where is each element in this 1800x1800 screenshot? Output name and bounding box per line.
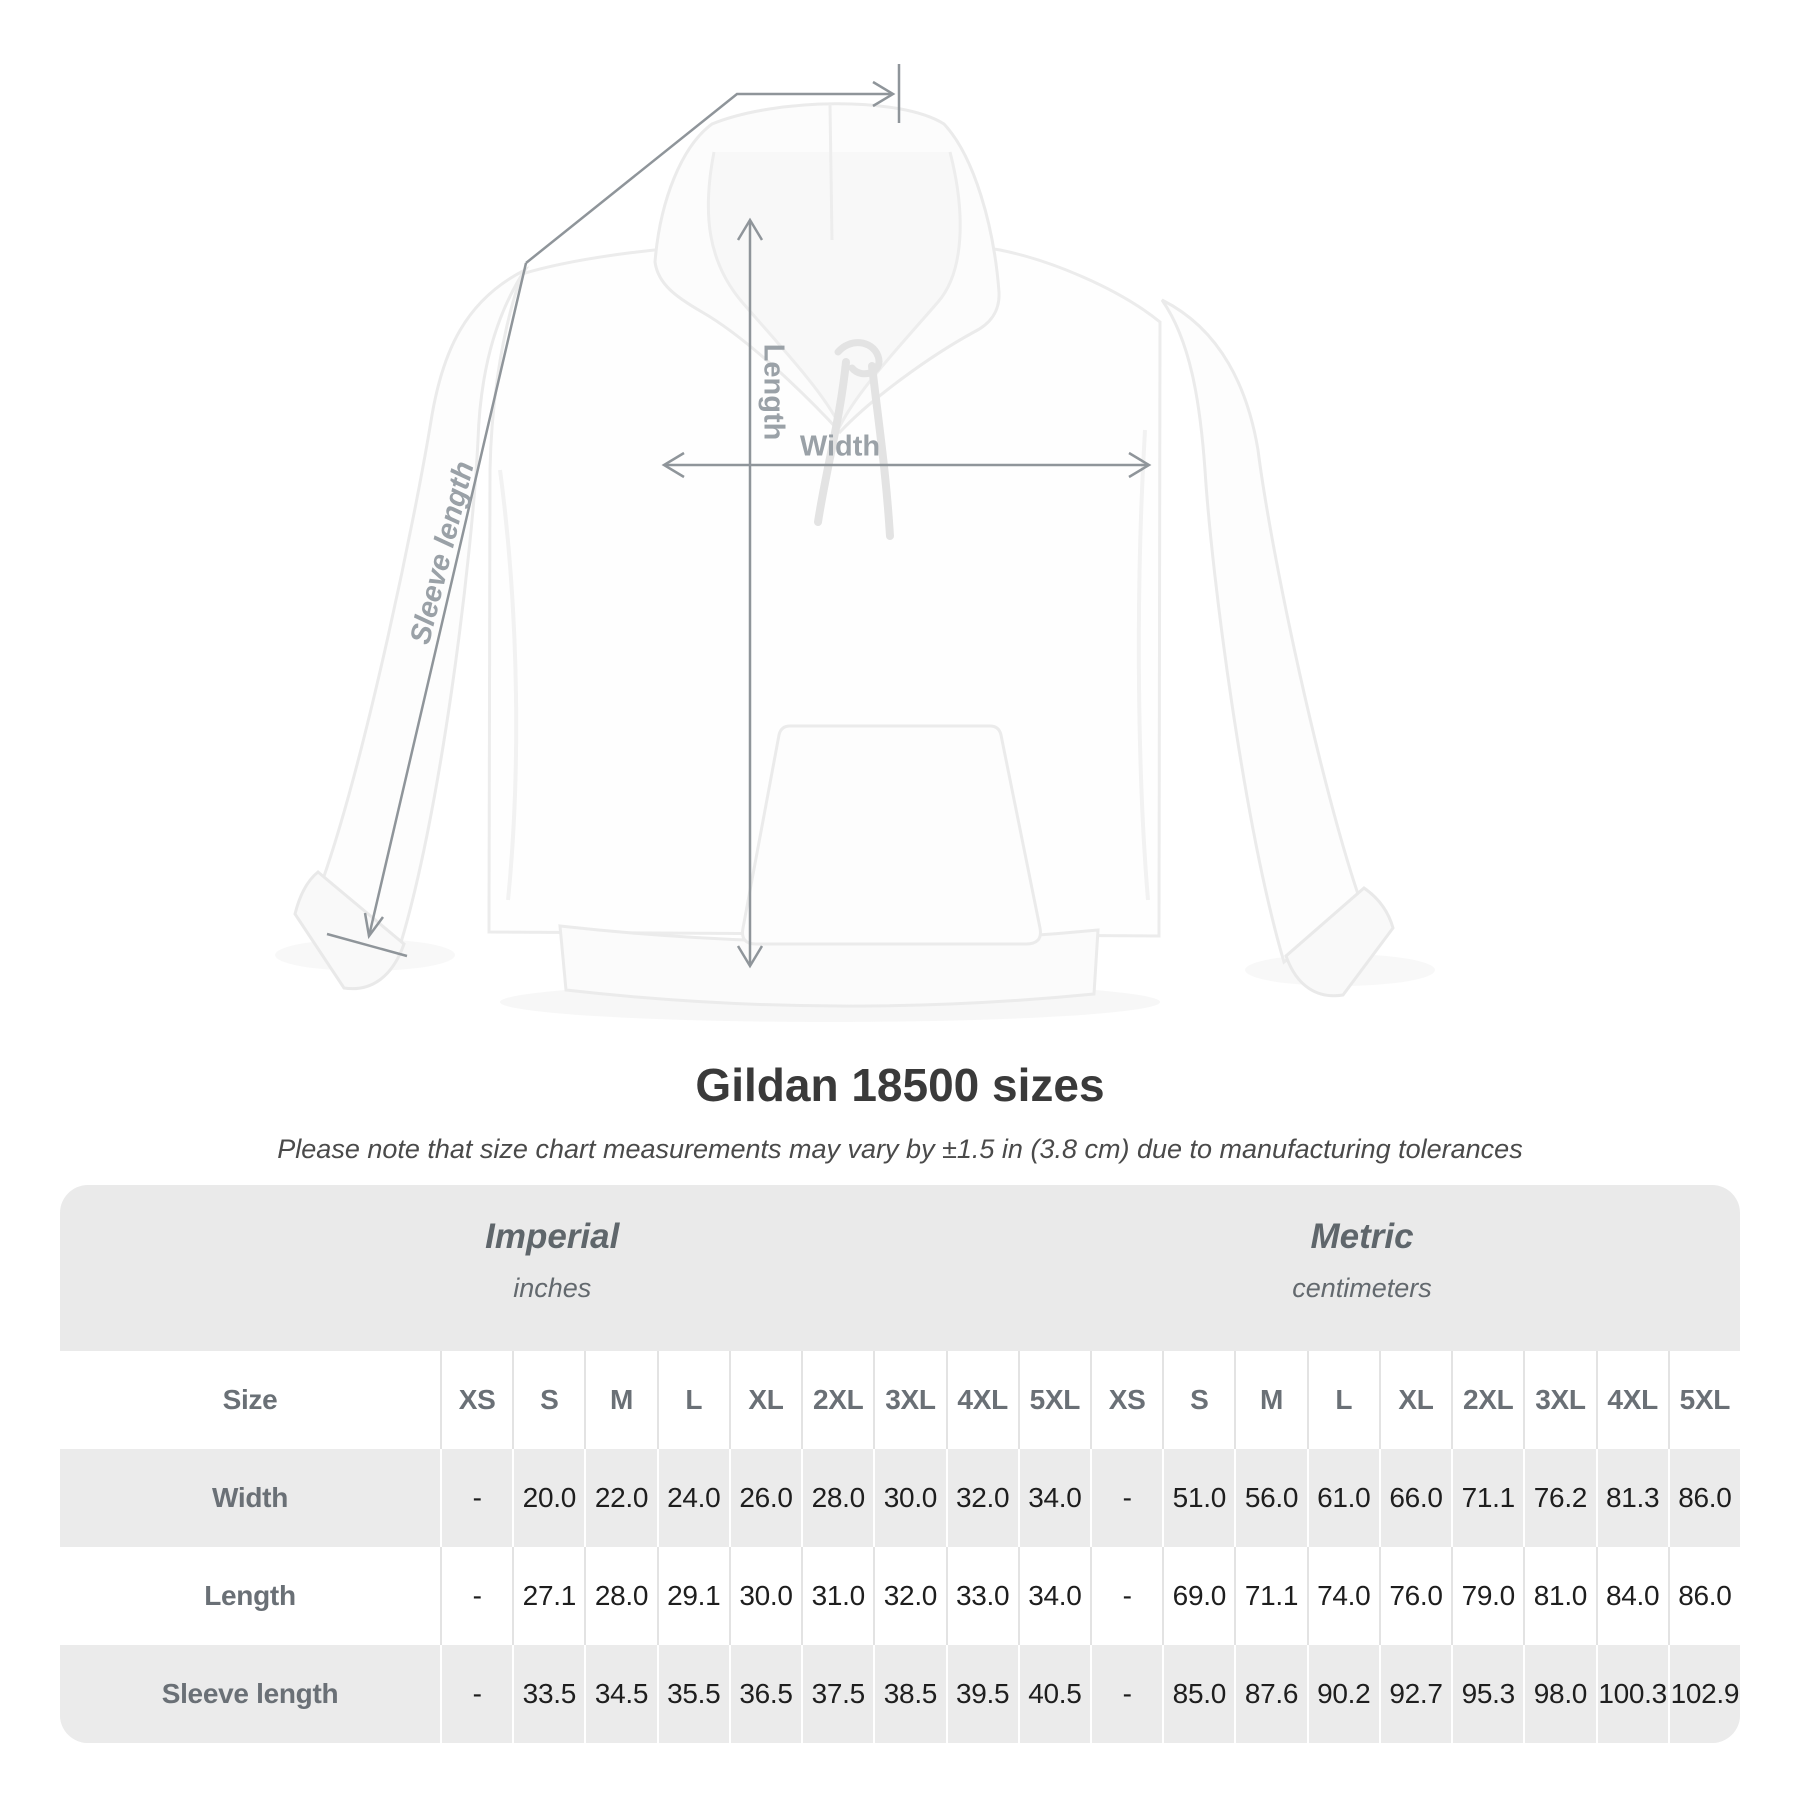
value-cell: - — [1090, 1645, 1162, 1743]
value-cell: 39.5 — [946, 1645, 1018, 1743]
size-col-imperial-3xl: 3XL — [873, 1351, 945, 1449]
value-cell: 76.0 — [1379, 1547, 1451, 1645]
value-cell: 86.0 — [1668, 1547, 1740, 1645]
size-col-metric-5xl: 5XL — [1668, 1351, 1740, 1449]
value-cell: 56.0 — [1234, 1449, 1306, 1547]
value-cell: 98.0 — [1523, 1645, 1595, 1743]
value-cell: 71.1 — [1451, 1449, 1523, 1547]
value-cell: 33.0 — [946, 1547, 1018, 1645]
value-cell: 24.0 — [657, 1449, 729, 1547]
table-row — [60, 1547, 1740, 1645]
unit-group-header — [60, 1185, 1740, 1351]
value-cell: 38.5 — [873, 1645, 945, 1743]
size-col-imperial-m: M — [584, 1351, 656, 1449]
value-cell: 81.3 — [1596, 1449, 1668, 1547]
value-cell: 22.0 — [584, 1449, 656, 1547]
imperial-group-unit: inches — [513, 1273, 592, 1303]
value-cell: 35.5 — [657, 1645, 729, 1743]
width-measure-label: Width — [799, 430, 881, 463]
size-col-metric-xs: XS — [1090, 1351, 1162, 1449]
size-col-imperial-4xl: 4XL — [946, 1351, 1018, 1449]
value-cell: 29.1 — [657, 1547, 729, 1645]
value-cell: 81.0 — [1523, 1547, 1595, 1645]
value-cell: 71.1 — [1234, 1547, 1306, 1645]
size-col-metric-3xl: 3XL — [1523, 1351, 1595, 1449]
value-cell: 30.0 — [873, 1449, 945, 1547]
size-col-imperial-l: L — [657, 1351, 729, 1449]
size-header-cell: Size — [222, 1384, 278, 1415]
value-cell: 28.0 — [584, 1547, 656, 1645]
value-cell: 28.0 — [801, 1449, 873, 1547]
size-col-imperial-xl: XL — [729, 1351, 801, 1449]
value-cell: 87.6 — [1234, 1645, 1306, 1743]
imperial-group — [485, 1217, 619, 1304]
value-cell: 86.0 — [1668, 1449, 1740, 1547]
value-cell: 92.7 — [1379, 1645, 1451, 1743]
size-col-metric-xl: XL — [1379, 1351, 1451, 1449]
value-cell: - — [440, 1547, 512, 1645]
value-cell: 20.0 — [512, 1449, 584, 1547]
size-col-metric-m: M — [1234, 1351, 1306, 1449]
size-col-imperial-5xl: 5XL — [1018, 1351, 1090, 1449]
table-row — [60, 1645, 1740, 1743]
size-col-metric-l: L — [1307, 1351, 1379, 1449]
row-label-cell: Sleeve length — [161, 1678, 339, 1709]
value-cell: 79.0 — [1451, 1547, 1523, 1645]
value-cell: 30.0 — [729, 1547, 801, 1645]
size-col-metric-2xl: 2XL — [1451, 1351, 1523, 1449]
value-cell: 34.5 — [584, 1645, 656, 1743]
size-grid — [60, 1351, 1740, 1743]
length-measure-label: Length — [757, 343, 790, 441]
value-cell: - — [440, 1645, 512, 1743]
value-cell: 27.1 — [512, 1547, 584, 1645]
value-cell: 69.0 — [1162, 1547, 1234, 1645]
size-col-metric-4xl: 4XL — [1596, 1351, 1668, 1449]
value-cell: - — [1090, 1449, 1162, 1547]
value-cell: 33.5 — [512, 1645, 584, 1743]
size-col-metric-s: S — [1162, 1351, 1234, 1449]
tolerance-note: Please note that size chart measurements may vary by ±1.5 in (3.8 cm) due to manufacturing tolerances — [277, 1134, 1523, 1164]
value-cell: 76.2 — [1523, 1449, 1595, 1547]
value-cell: 84.0 — [1596, 1547, 1668, 1645]
sleeve-length-measure-label: Sleeve length — [404, 458, 481, 648]
table-header-row — [60, 1351, 1740, 1449]
value-cell: 37.5 — [801, 1645, 873, 1743]
size-chart-table — [60, 1185, 1740, 1743]
value-cell: 61.0 — [1307, 1449, 1379, 1547]
value-cell: 74.0 — [1307, 1547, 1379, 1645]
metric-group-label: Metric — [1310, 1217, 1414, 1256]
value-cell: 40.5 — [1018, 1645, 1090, 1743]
value-cell: 90.2 — [1307, 1645, 1379, 1743]
title-block — [0, 1058, 1800, 1165]
value-cell: 34.0 — [1018, 1547, 1090, 1645]
size-col-imperial-2xl: 2XL — [801, 1351, 873, 1449]
metric-group — [1292, 1217, 1432, 1304]
value-cell: 32.0 — [946, 1449, 1018, 1547]
value-cell: 85.0 — [1162, 1645, 1234, 1743]
row-label-cell: Length — [204, 1580, 296, 1611]
value-cell: 51.0 — [1162, 1449, 1234, 1547]
value-cell: 66.0 — [1379, 1449, 1451, 1547]
row-label-cell: Width — [212, 1482, 288, 1513]
value-cell: 32.0 — [873, 1547, 945, 1645]
table-row — [60, 1449, 1740, 1547]
value-cell: 34.0 — [1018, 1449, 1090, 1547]
value-cell: 100.3 — [1596, 1645, 1668, 1743]
metric-group-unit: centimeters — [1292, 1273, 1432, 1303]
value-cell: 102.9 — [1668, 1645, 1740, 1743]
value-cell: - — [1090, 1547, 1162, 1645]
imperial-group-label: Imperial — [485, 1217, 620, 1256]
value-cell: - — [440, 1449, 512, 1547]
value-cell: 36.5 — [729, 1645, 801, 1743]
size-col-imperial-xs: XS — [440, 1351, 512, 1449]
value-cell: 31.0 — [801, 1547, 873, 1645]
page-title: Gildan 18500 sizes — [695, 1059, 1105, 1111]
size-col-imperial-s: S — [512, 1351, 584, 1449]
value-cell: 26.0 — [729, 1449, 801, 1547]
value-cell: 95.3 — [1451, 1645, 1523, 1743]
